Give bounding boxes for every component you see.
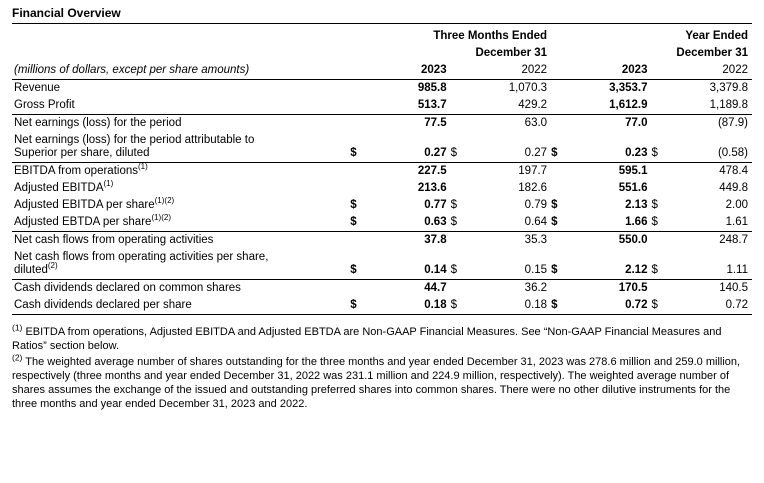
currency-symbol: $ [651, 214, 665, 232]
currency-symbol [551, 115, 565, 133]
table-row [12, 249, 752, 280]
row-label: Net cash flows from operating activities per share, diluted$^{(2)}$ [12, 249, 350, 280]
row-value: 1,070.3 [508, 82, 548, 94]
currency-symbol [551, 280, 565, 298]
row-value: 1.66 [565, 214, 651, 232]
financial-overview-table [12, 28, 752, 315]
currency-symbol: $ [451, 249, 465, 280]
table-row [12, 163, 752, 181]
table-row [12, 80, 752, 98]
currency-symbol [350, 232, 364, 250]
page-title: Financial Overview [12, 6, 121, 20]
row-value: 0.79 [524, 199, 548, 211]
currency-symbol [350, 80, 364, 98]
row-value: 551.6 [618, 182, 648, 194]
footnote-1-marker: (1) [12, 322, 23, 333]
footnote-2 [12, 352, 752, 411]
table-row [12, 197, 752, 214]
currency-symbol [350, 97, 364, 115]
currency-symbol [350, 163, 364, 181]
header-spacer-d3 [551, 28, 565, 45]
footnote-1-text: EBITDA from operations, Adjusted EBITDA and Adjusted EBTDA are Non-GAAP Financial Measures. See “Non-GAAP Financial Measures and Ratios” section below. [12, 326, 722, 352]
table-row [12, 132, 752, 163]
header-spacer-d1c [350, 62, 364, 80]
row-label: Adjusted EBITDA per share$^{(1)(2)}$ [14, 196, 175, 211]
currency-symbol [451, 115, 465, 133]
currency-symbol [551, 180, 565, 197]
currency-symbol: $ [651, 132, 665, 163]
header-year-q-2023: 2023 [365, 62, 451, 80]
row-value: 1,612.9 [565, 97, 651, 115]
row-value: 1.61 [666, 214, 752, 232]
title-divider [12, 23, 752, 24]
header-spacer [12, 28, 350, 45]
currency-symbol [451, 280, 465, 298]
row-value: 0.77 [424, 199, 447, 211]
row-label: Cash dividends declared on common shares [14, 282, 241, 294]
header-year-y-2023: 2023 [565, 62, 651, 80]
table-row [12, 232, 752, 250]
currency-symbol: $ [350, 214, 364, 232]
row-value: 2.00 [725, 199, 748, 211]
row-label: Gross Profit [12, 97, 350, 115]
row-value: 0.14 [365, 249, 451, 280]
currency-symbol: $ [551, 199, 558, 211]
header-spacer-d2c [451, 62, 465, 80]
row-value: 0.18 [365, 297, 451, 315]
row-value: (87.9) [717, 117, 748, 129]
table-body [12, 80, 752, 315]
row-value: 197.7 [518, 165, 548, 177]
header-spacer-d3c [551, 62, 565, 80]
table-row [12, 297, 752, 315]
currency-symbol: $ [551, 214, 565, 232]
row-label: Net earnings (loss) for the period [14, 117, 182, 129]
currency-symbol [551, 232, 565, 250]
header-three-months-ended: Three Months Ended [433, 30, 548, 42]
header-spacer-d1b [350, 45, 364, 62]
footnote-1 [12, 322, 752, 353]
row-value: 77.5 [424, 117, 447, 129]
currency-symbol [551, 97, 565, 115]
row-value: 35.3 [524, 234, 548, 246]
currency-symbol: $ [551, 132, 565, 163]
row-value: 44.7 [424, 282, 447, 294]
row-value: 77.0 [625, 117, 648, 129]
currency-symbol [451, 180, 465, 197]
row-value: 0.64 [465, 214, 551, 232]
currency-symbol [651, 232, 665, 250]
currency-symbol [451, 80, 465, 98]
table-header-row-3 [12, 62, 752, 80]
table-row [12, 115, 752, 133]
header-units-note: (millions of dollars, except per share amounts) [12, 62, 350, 80]
header-year-y-2022: 2022 [666, 62, 752, 80]
row-label: EBITDA from operations$^{(1)}$ [14, 162, 148, 177]
header-year-q-2022: 2022 [465, 62, 551, 80]
row-value: 429.2 [465, 97, 551, 115]
header-spacer-d4c [651, 62, 665, 80]
currency-symbol: $ [651, 297, 665, 315]
footnotes [12, 322, 752, 411]
currency-symbol [451, 232, 465, 250]
header-spacer-d1 [350, 28, 364, 45]
row-value: 0.72 [666, 297, 752, 315]
currency-symbol [651, 163, 665, 181]
currency-symbol: $ [450, 199, 458, 211]
header-december-31-y: December 31 [676, 47, 748, 59]
row-value: 0.72 [565, 297, 651, 315]
row-value: 595.1 [618, 165, 648, 177]
row-value: 1.11 [666, 249, 752, 280]
currency-symbol [551, 80, 565, 98]
row-value: 170.5 [618, 282, 648, 294]
table-header-row-2 [12, 45, 752, 62]
row-value: 227.5 [417, 165, 447, 177]
currency-symbol: $ [651, 249, 665, 280]
currency-symbol [651, 97, 665, 115]
row-value: 63.0 [524, 117, 548, 129]
row-label: Net earnings (loss) for the period attributable to Superior per share, diluted [12, 132, 350, 163]
currency-symbol: $ [350, 199, 357, 211]
currency-symbol [651, 115, 665, 133]
row-value: 0.15 [465, 249, 551, 280]
currency-symbol [350, 180, 364, 197]
row-value: 0.27 [465, 132, 551, 163]
table-row [12, 214, 752, 232]
currency-symbol [651, 80, 665, 98]
row-value: (0.58) [666, 132, 752, 163]
row-value: 36.2 [524, 282, 548, 294]
table-row [12, 280, 752, 298]
row-value: 0.63 [365, 214, 451, 232]
footnote-2-text: The weighted average number of shares outstanding for the three months and year ended December 31, 2023 was 278.6 million and 259.0 million, respectively (three months and year ended December 31, 2022 was 231.1 million and 224.9 million, respectively). The weighted average number of shares assumes the exchange of the issued and outstanding preferred shares into common shares. There were no other dilutive instruments for the three months and year ended December 31, 2023 and 2022. [12, 356, 741, 410]
currency-symbol: $ [451, 132, 465, 163]
row-value: 1,189.8 [666, 97, 752, 115]
currency-symbol: $ [350, 132, 364, 163]
row-value: 2.12 [565, 249, 651, 280]
row-value: 2.13 [625, 199, 648, 211]
table-header-row-1 [12, 28, 752, 45]
header-spacer-d3b [551, 45, 565, 62]
table-row [12, 97, 752, 115]
currency-symbol: $ [651, 199, 658, 211]
row-label: Cash dividends declared per share [12, 297, 350, 315]
row-value: 0.27 [365, 132, 451, 163]
currency-symbol [651, 180, 665, 197]
currency-symbol: $ [451, 214, 465, 232]
row-value: 0.23 [565, 132, 651, 163]
currency-symbol [551, 163, 565, 181]
header-spacer-2 [12, 45, 350, 62]
table-row [12, 180, 752, 197]
currency-symbol [350, 280, 364, 298]
row-value: 513.7 [365, 97, 451, 115]
row-value: 248.7 [719, 234, 748, 246]
currency-symbol: $ [451, 297, 465, 315]
currency-symbol [451, 163, 465, 181]
currency-symbol [451, 97, 465, 115]
currency-symbol: $ [551, 249, 565, 280]
row-label: Net cash flows from operating activities [14, 234, 214, 246]
currency-symbol: $ [551, 297, 565, 315]
header-year-ended: Year Ended [685, 30, 748, 42]
row-value: 37.8 [424, 234, 447, 246]
header-december-31-q: December 31 [475, 47, 548, 59]
currency-symbol: $ [350, 249, 364, 280]
footnote-2-marker: (2) [12, 352, 23, 363]
row-value: 182.6 [518, 182, 548, 194]
row-label: Adjusted EBTDA per share$^{(1)(2)}$ [12, 214, 350, 232]
row-value: 478.4 [719, 165, 748, 177]
row-label: Revenue [14, 82, 61, 94]
row-value: 550.0 [618, 234, 648, 246]
currency-symbol [350, 115, 364, 133]
currency-symbol: $ [350, 297, 364, 315]
row-value: 213.6 [417, 182, 447, 194]
row-label: Adjusted EBITDA$^{(1)}$ [14, 179, 114, 194]
row-value: 3,353.7 [609, 82, 648, 94]
row-value: 985.8 [417, 82, 447, 94]
currency-symbol [651, 280, 665, 298]
row-value: 3,379.8 [709, 82, 748, 94]
row-value: 0.18 [465, 297, 551, 315]
row-value: 140.5 [719, 282, 748, 294]
row-value: 449.8 [719, 182, 748, 194]
